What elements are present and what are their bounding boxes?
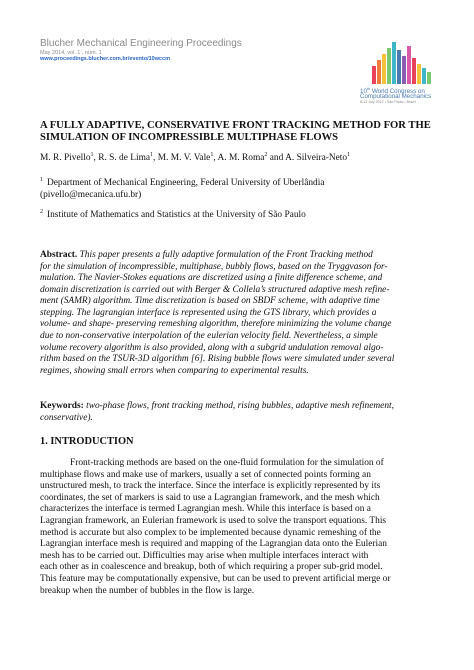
abstract-line: volume recovery algorithm is also provided, along with a subgrid undulation removal algo- (40, 342, 384, 353)
abstract-line: ment (SAMR) algorithm. Time discretization is based on SBDF scheme, with adaptive time (40, 296, 380, 307)
logo-bar (417, 64, 421, 84)
logo-line-1: 10th World Congress on (360, 86, 425, 96)
journal-name: Blucher Mechanical Engineering Proceedings (40, 38, 242, 49)
abstract-line: rithm based on the TSUR-3D algorithm [6]. Rising bubble flows were simulated under several (40, 354, 395, 365)
abstract-line: domain discretization is carried out with Berger & Collela’s structured adaptive mesh refine- (40, 284, 390, 295)
affiliation-1: $^1$ Department of Mechanical Engineering, Federal University of Uberlândia (pivello@mecanica.ufu.br) (40, 177, 325, 200)
abstract-line: mulation. The Navier-Stokes equations are discretized using a finite difference scheme, and (40, 273, 383, 284)
congress-logo (358, 36, 438, 106)
author-name: R. S. de Lima (98, 153, 151, 164)
logo-bar (422, 68, 426, 84)
author-email: (pivello@mecanica.ufu.br) (40, 189, 142, 200)
body-line: mesh has to be carried out. Difficulties may arise when multiple interfaces interact with (40, 550, 369, 561)
logo-bar (377, 60, 381, 84)
body-line: each other as in coalescence and breakup, both of which requiring a proper sub-grid model. (40, 562, 383, 573)
keywords: Keywords: two-phase flows, front tracking method, rising bubbles, adaptive mesh refinement, conservative). (40, 401, 394, 423)
title-line: SIMULATION OF INCOMPRESSIBLE MULTIPHASE FLOWS (40, 131, 339, 143)
affiliation-marker: 1 (150, 152, 154, 158)
abstract-line: due to non-conservative interpolation of the eulerian velocity field. Nevertheless, a simple (40, 330, 378, 341)
body-line: Lagrangian interface mesh is required and mapping of the Lagrangian data onto the Eulerian (40, 539, 387, 550)
proceedings-link[interactable]: www.proceedings.blucher.com.br/evento/10wccm (40, 55, 171, 62)
logo-line-3: 8-13 July 2012 • São Paulo • Brazil (360, 100, 416, 104)
abstract-label: Abstract. (40, 250, 78, 260)
affiliation-marker: 2 (264, 152, 268, 158)
body-line: Front-tracking methods are based on the one-fluid formulation for the simulation of (70, 458, 384, 468)
section-heading: 1. INTRODUCTION (40, 436, 134, 447)
body-line: coordinates, the set of markers is said to use a Lagrangian framework, and the mesh which (40, 492, 380, 503)
keywords-label: Keywords: (40, 401, 84, 411)
logo-bar (372, 66, 376, 84)
title-line: A FULLY ADAPTIVE, CONSERVATIVE FRONT TRACKING METHOD FOR THE (40, 120, 431, 131)
logo-line-2: Computational Mechanics (360, 93, 432, 100)
logo-bar (427, 72, 431, 84)
body-line: This feature may be computationally expensive, but can be used to prevent artificial merge or (40, 574, 391, 585)
body-paragraph (40, 458, 440, 597)
abstract-line: stepping. The lagrangian interface is represented using the GTS library, which provides a (40, 307, 377, 318)
paper-title (40, 120, 440, 144)
affiliation-marker: 1 (90, 152, 94, 158)
abstract: Abstract. This paper presents a fully adaptive formulation of the Front Tracking method for the simulation of incompressible, multiphase, bubbly flows, based on the Tryggvason for- mulation. The Navier-Stokes equations are discretized using a finite difference scheme, and domain discretization is carried out with Berger & Collela’s structured adaptive mesh refine- ment (SAMR) algorithm. Time discretization is based on SBDF scheme, with adaptive time stepping. The lagrangian interface is represented using the GTS library, which provides a volume- and shape- preserving remeshing algorithm, therefore minimizing the volume change due to non-conservative interpolation of the eulerian velocity field. Nevertheless, a simple volume recovery algorithm is also provided, along with a subgrid undulation removal algo- rithm based on the TSUR-3D algorithm [6]. Rising bubble flows were simulated under several regimes, showing small errors when comparing to experimental results. (40, 250, 440, 377)
author-name: A. M. Roma (217, 153, 265, 164)
abstract-line: regimes, showing small errors when comparing to experimental results. (40, 365, 309, 376)
logo-bar (397, 50, 401, 84)
logo-bar (407, 46, 411, 84)
affiliation-2: $^2$ Institute of Mathematics and Statistics at the University of São Paulo (40, 209, 306, 221)
logo-bar (412, 58, 416, 84)
logo-bar (402, 56, 406, 84)
abstract-line: for the simulation of incompressible, multiphase, bubbly flows, based on the Tryggvason for- (40, 261, 388, 272)
affiliation-marker: 1 (210, 152, 214, 158)
author-name: M. M. V. Vale (157, 153, 211, 164)
body-line: characterizes the interface is termed Lagrangian mesh. While this interface is based on a (40, 504, 371, 515)
logo-bar (392, 42, 396, 84)
author-name: M. R. Pivello (40, 153, 91, 164)
publication-header (40, 38, 242, 62)
body-line: unstructured mesh, to track the interface. Since the interface is explicitly represented by its (40, 481, 381, 492)
body-line: Lagrangian framework, an Eulerian framework is used to solve the transport equations. This (40, 516, 387, 527)
logo-bar (387, 48, 391, 84)
logo-bars-graphic (358, 36, 438, 86)
abstract-line: volume- and shape- preserving remeshing algorithm, therefore minimizing the volume change (40, 319, 392, 330)
body-line: breakup when the number of bubbles in the flow is large. (40, 585, 255, 596)
issue-info: May 2014, vol. 1 , num. 1 (40, 49, 102, 56)
body-line: multiphase flows and make use of markers, usually a set of connected points forming an (40, 469, 371, 480)
author-list: M. R. Pivello$^1$, R. S. de Lima$^1$, M. M. V. Vale$^1$, A. M. Roma$^2$ and A. Silveira-Neto$^1$ (40, 152, 351, 164)
logo-bar (382, 54, 386, 84)
body-line: method is accurate but also complex to be implemented because dynamic remeshing of the (40, 527, 381, 538)
affiliation-marker: 1 (347, 152, 351, 158)
author-name: A. Silveira-Neto (285, 153, 348, 164)
